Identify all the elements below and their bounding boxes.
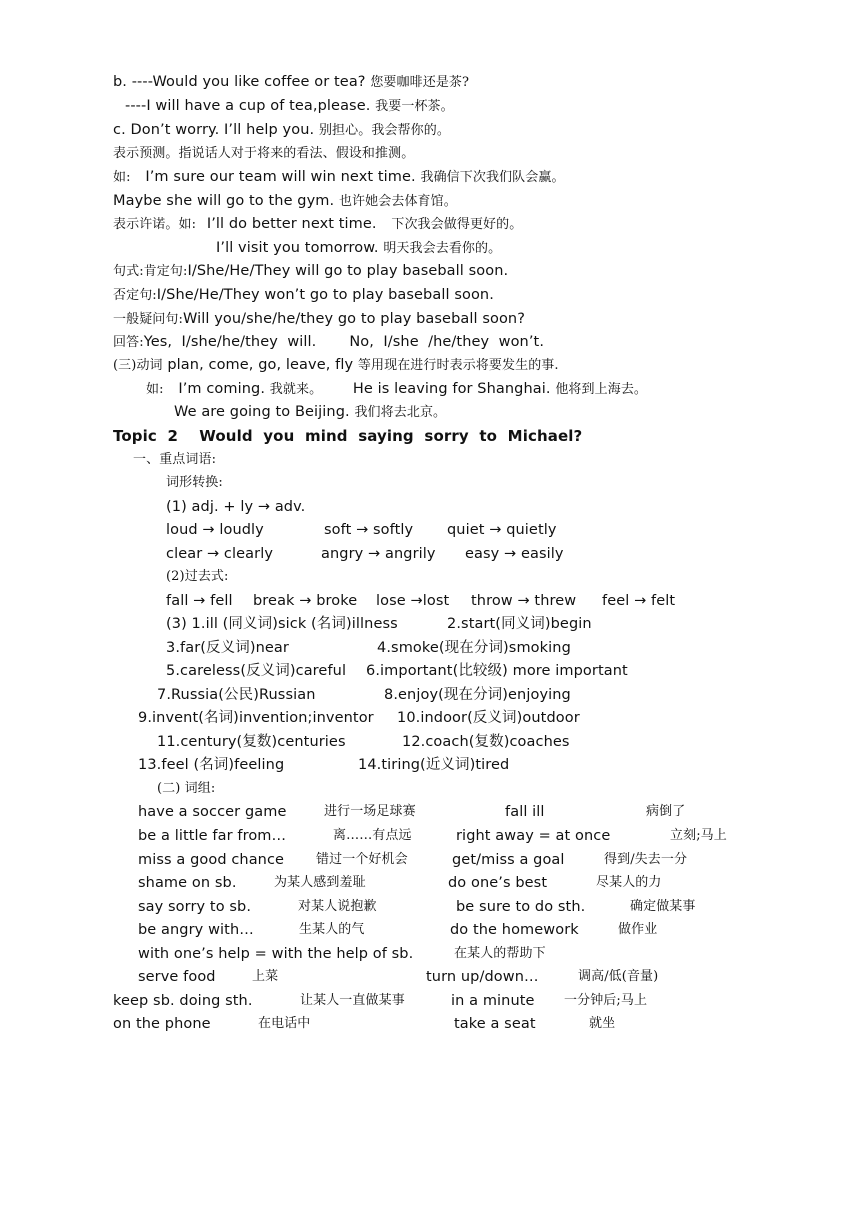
promise-example-2 xyxy=(216,238,501,259)
dialog-question xyxy=(113,72,469,93)
example-7 xyxy=(174,402,446,423)
phrase-en: on the phone xyxy=(113,1016,211,1032)
word-item-14: 14.tiring(近义词)tired xyxy=(358,757,510,773)
pattern-affirmative-text: I/She/He/They will go to play baseball soon. xyxy=(187,263,509,279)
pattern-question-label: 一般疑问句: xyxy=(113,312,183,327)
phrase-cn: 调高/低(音量) xyxy=(578,969,659,984)
example-2 xyxy=(113,191,457,212)
phrase-en: be sure to do sth. xyxy=(456,899,586,915)
example-6-en: He is leaving for Shanghai. xyxy=(352,381,551,397)
pattern-negative-text: I/She/He/They won’t go to play baseball soon. xyxy=(156,287,494,303)
phrase-en: be angry with… xyxy=(138,922,254,938)
phrase-en: serve food xyxy=(138,969,216,985)
pattern-affirmative xyxy=(113,261,508,282)
past-pair: break → broke xyxy=(253,593,358,609)
example-6-cn: 他将到上海去。 xyxy=(555,382,648,397)
example-2-cn: 也许她会去体育馆。 xyxy=(338,194,457,209)
dialog-question-cn: 您要咖啡还是茶? xyxy=(370,75,470,90)
phrase-en: keep sb. doing sth. xyxy=(113,993,253,1009)
ly-pair: loud → loudly xyxy=(166,522,264,538)
phrase-heading: (二) 词组: xyxy=(157,781,216,796)
phrase-cn: 在电话中 xyxy=(258,1016,311,1031)
past-pair: feel → felt xyxy=(602,593,676,609)
example-3-en: I’ll do better next time. xyxy=(206,216,377,232)
wordform-heading: 词形转换: xyxy=(166,475,223,490)
pattern-question xyxy=(113,309,525,330)
phrase-cn: 一分钟后;马上 xyxy=(564,993,648,1008)
example-c-en: c. Don’t worry. I’ll help you. xyxy=(113,122,315,138)
word-item-6: 6.important(比较级) more important xyxy=(366,663,628,679)
example-7-en: We are going to Beijing. xyxy=(174,404,350,420)
past-pair: lose →lost xyxy=(376,593,450,609)
example-2-en: Maybe she will go to the gym. xyxy=(113,193,335,209)
section-3 xyxy=(113,355,559,376)
promise-example-1 xyxy=(113,214,522,235)
word-item-3: 3.far(反义词)near xyxy=(166,640,289,656)
phrase-cn: 病倒了 xyxy=(646,804,686,819)
phrase-cn: 让某人一直做某事 xyxy=(300,993,405,1008)
phrase-cn: 上菜 xyxy=(252,969,279,984)
ly-pair: easy → easily xyxy=(465,546,564,562)
section-3-label: (三)动词 xyxy=(113,358,163,373)
phrase-cn: 在某人的帮助下 xyxy=(454,946,546,961)
phrase-en: shame on sb. xyxy=(138,875,237,891)
past-pair: fall → fell xyxy=(166,593,233,609)
phrase-cn: 尽某人的力 xyxy=(596,875,662,890)
promise-intro: 表示许诺。如: xyxy=(113,217,197,232)
example-7-cn: 我们将去北京。 xyxy=(354,405,447,420)
phrase-cn: 离……有点远 xyxy=(333,828,412,843)
phrase-en: do one’s best xyxy=(448,875,548,891)
phrase-en: fall ill xyxy=(505,804,545,820)
example-c xyxy=(113,120,450,141)
word-item-10: 10.indoor(反义词)outdoor xyxy=(397,710,580,726)
phrase-cn: 进行一场足球赛 xyxy=(324,804,416,819)
phrase-en: take a seat xyxy=(454,1016,536,1032)
phrase-en: be a little far from… xyxy=(138,828,287,844)
example-c-cn: 别担心。我会帮你的。 xyxy=(318,123,450,138)
pattern-question-text: Will you/she/he/they go to play baseball soon? xyxy=(182,311,526,327)
phrase-cn: 确定做某事 xyxy=(630,899,696,914)
past-heading: (2)过去式: xyxy=(166,569,229,584)
word-item-2: 2.start(同义词)begin xyxy=(447,616,592,632)
dialog-answer xyxy=(125,96,454,117)
phrase-cn: 错过一个好机会 xyxy=(316,852,408,867)
example-1 xyxy=(113,167,565,188)
word-item-13: 13.feel (名词)feeling xyxy=(138,757,285,773)
phrase-en: get/miss a goal xyxy=(452,852,565,868)
past-pair: throw → threw xyxy=(471,593,577,609)
word-item-12: 12.coach(复数)coaches xyxy=(402,734,570,750)
rule-adj-ly: (1) adj. + ly → adv. xyxy=(166,499,306,515)
example-5-en: I’m coming. xyxy=(178,381,266,397)
word-item-1: (3) 1.ill (同义词)sick (名词)illness xyxy=(166,616,398,632)
pattern-answer-label: 回答: xyxy=(113,335,144,350)
phrase-en: with one’s help = with the help of sb. xyxy=(138,946,414,962)
phrase-cn: 得到/失去一分 xyxy=(604,852,688,867)
pattern-answer xyxy=(113,332,544,353)
phrase-en: right away = at once xyxy=(456,828,611,844)
phrase-en: say sorry to sb. xyxy=(138,899,252,915)
pattern-negative-label: 否定句: xyxy=(113,288,157,303)
ly-pair: quiet → quietly xyxy=(447,522,557,538)
predict-intro: 表示预测。指说话人对于将来的看法、假设和推测。 xyxy=(113,146,415,161)
example-1-cn: 我确信下次我们队会赢。 xyxy=(420,170,565,185)
phrase-en: do the homework xyxy=(450,922,579,938)
section-3-rest: 等用现在进行时表示将要发生的事. xyxy=(357,358,559,373)
example-4-en: I’ll visit you tomorrow. xyxy=(216,240,379,256)
dialog-answer-en: ----I will have a cup of tea,please. xyxy=(125,98,371,114)
word-item-5: 5.careless(反义词)careful xyxy=(166,663,347,679)
pattern-negative xyxy=(113,285,494,306)
topic-title: Topic 2 Would you mind saying sorry to Michael? xyxy=(113,427,583,445)
example-5-6 xyxy=(146,379,647,400)
example-label: 如: xyxy=(146,382,164,397)
phrase-cn: 立刻;马上 xyxy=(670,828,727,843)
pattern-answer-text: Yes, I/she/he/they will. No, I/she /he/they won’t. xyxy=(143,334,545,350)
word-item-4: 4.smoke(现在分词)smoking xyxy=(377,640,571,656)
ly-pair: clear → clearly xyxy=(166,546,274,562)
phrase-cn: 做作业 xyxy=(618,922,658,937)
phrase-cn: 就坐 xyxy=(589,1016,616,1031)
ly-pair: soft → softly xyxy=(324,522,414,538)
phrase-cn: 生某人的气 xyxy=(299,922,365,937)
phrase-en: miss a good chance xyxy=(138,852,285,868)
phrase-en: have a soccer game xyxy=(138,804,287,820)
word-item-11: 11.century(复数)centuries xyxy=(157,734,346,750)
vocab-heading: 一、重点词语: xyxy=(133,452,217,467)
example-5-cn: 我就来。 xyxy=(269,382,323,397)
word-item-9: 9.invent(名词)invention;inventor xyxy=(138,710,374,726)
example-4-cn: 明天我会去看你的。 xyxy=(383,241,502,256)
section-3-verbs: plan, come, go, leave, fly xyxy=(167,357,354,373)
dialog-question-en: b. ----Would you like coffee or tea? xyxy=(113,74,366,90)
phrase-en: turn up/down… xyxy=(426,969,539,985)
pattern-affirmative-label: 句式:肯定句: xyxy=(113,264,188,279)
example-label: 如: xyxy=(113,170,131,185)
phrase-cn: 对某人说抱歉 xyxy=(298,899,377,914)
example-1-en: I’m sure our team will win next time. xyxy=(145,169,416,185)
word-item-7: 7.Russia(公民)Russian xyxy=(157,687,316,703)
word-item-8: 8.enjoy(现在分词)enjoying xyxy=(384,687,571,703)
dialog-answer-cn: 我要一杯茶。 xyxy=(375,99,454,114)
phrase-cn: 为某人感到羞耻 xyxy=(274,875,366,890)
example-3-cn: 下次我会做得更好的。 xyxy=(391,217,523,232)
ly-pair: angry → angrily xyxy=(321,546,436,562)
phrase-en: in a minute xyxy=(451,993,535,1009)
